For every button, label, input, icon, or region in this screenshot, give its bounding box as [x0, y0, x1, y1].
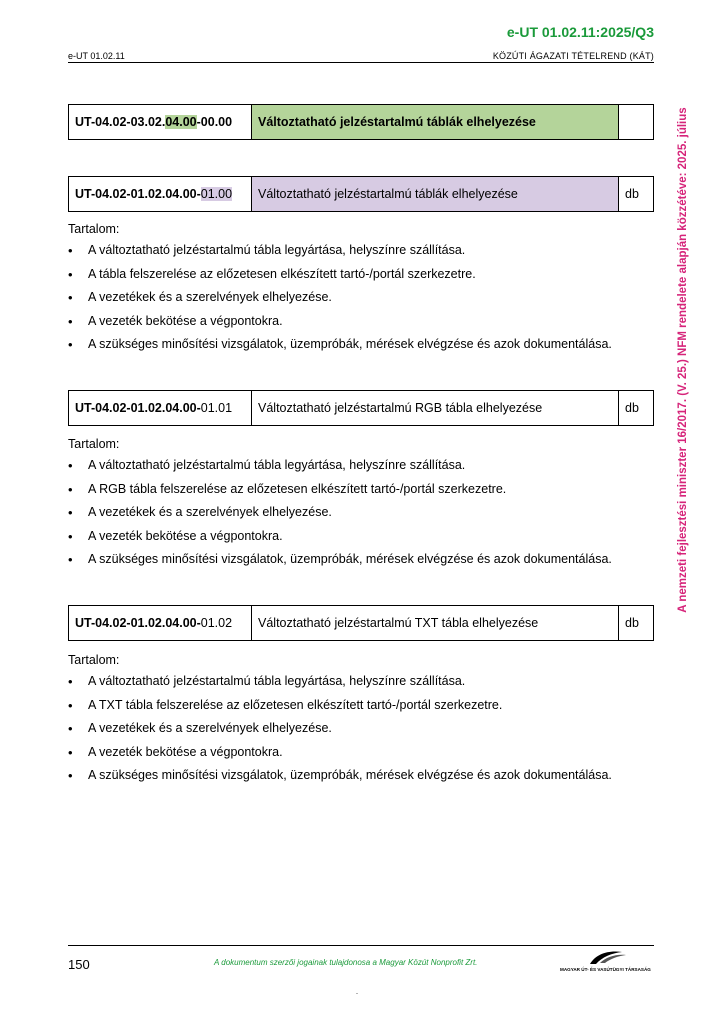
list-item: • A szükséges minősítési vizsgálatok, üzempróbák, mérések elvégzése és azok dokumentálása. [68, 767, 612, 791]
item-code-prefix: UT-04.02-01.02.04.00- [75, 401, 201, 415]
group-unit [619, 105, 654, 140]
swoosh-icon [560, 948, 656, 966]
content-list [68, 457, 612, 575]
doc-id: e-UT 01.02.11:2025/Q3 [506, 24, 654, 40]
item-table [68, 176, 654, 212]
group-table [68, 104, 654, 140]
list-item: • A RGB tábla felszerelése az előzetesen elkészített tartó-/portál szerkezetre. [68, 481, 612, 505]
side-publication-note: A nemzeti fejlesztési miniszter 16/2017. (V. 25.) NFM rendelete alapján közzétéve: 2025. július [677, 107, 689, 613]
list-item: • A szükséges minősítési vizsgálatok, üzempróbák, mérések elvégzése és azok dokumentálása. [68, 336, 612, 360]
list-item: • A szükséges minősítési vizsgálatok, üzempróbák, mérések elvégzése és azok dokumentálása. [68, 551, 612, 575]
group-title: Változtatható jelzéstartalmú táblák elhelyezése [252, 105, 619, 140]
item-code-suffix: 01.02 [200, 616, 233, 630]
item-code [69, 177, 252, 212]
item-code [69, 606, 252, 641]
list-item: • A vezeték bekötése a végpontokra. [68, 313, 612, 337]
item-unit: db [619, 391, 654, 426]
group-code-highlight: 04.00 [165, 115, 197, 129]
list-item: • A vezeték bekötése a végpontokra. [68, 744, 612, 768]
copyright-note: A dokumentum szerzői jogainak tulajdonosa a Magyar Közút Nonprofit Zrt. [214, 958, 478, 967]
footer-rule [68, 945, 654, 946]
header-right: KÖZÚTI ÁGAZATI TÉTELREND (KÁT) [492, 51, 654, 61]
group-code-prefix: UT-04.02-03.02. [75, 115, 166, 129]
list-item: • A vezetékek és a szerelvények elhelyezése. [68, 504, 612, 528]
item-table [68, 390, 654, 426]
item-unit: db [619, 606, 654, 641]
list-item: • A változtatható jelzéstartalmú tábla legyártása, helyszínre szállítása. [68, 457, 612, 481]
content-list [68, 242, 612, 360]
list-item: • A változtatható jelzéstartalmú tábla legyártása, helyszínre szállítása. [68, 673, 612, 697]
content-list [68, 673, 612, 791]
list-item: • A vezetékek és a szerelvények elhelyezése. [68, 720, 612, 744]
header-left: e-UT 01.02.11 [68, 51, 125, 61]
content-label: Tartalom: [68, 653, 120, 667]
item-code [69, 391, 252, 426]
item-table [68, 605, 654, 641]
item-content [68, 437, 612, 575]
item-content [68, 653, 612, 791]
header-rule [68, 62, 654, 63]
society-logo [560, 948, 656, 972]
item-title: Változtatható jelzéstartalmú TXT tábla elhelyezése [252, 606, 619, 641]
list-item: • A tábla felszerelése az előzetesen elkészített tartó-/portál szerkezetre. [68, 266, 612, 290]
page-number: 150 [68, 957, 90, 972]
group-code-suffix: -00.00 [196, 115, 233, 129]
item-code-prefix: UT-04.02-01.02.04.00- [75, 187, 201, 201]
item-code-highlight: 01.00 [200, 187, 233, 201]
list-item: • A vezetékek és a szerelvények elhelyezése. [68, 289, 612, 313]
content-label: Tartalom: [68, 222, 120, 236]
item-content [68, 222, 612, 360]
item-code-prefix: UT-04.02-01.02.04.00- [75, 616, 201, 630]
list-item: • A TXT tábla felszerelése az előzetesen elkészített tartó-/portál szerkezetre. [68, 697, 612, 721]
content-label: Tartalom: [68, 437, 120, 451]
list-item: • A vezeték bekötése a végpontokra. [68, 528, 612, 552]
list-item: • A változtatható jelzéstartalmú tábla legyártása, helyszínre szállítása. [68, 242, 612, 266]
item-title: Változtatható jelzéstartalmú RGB tábla elhelyezése [252, 391, 619, 426]
logo-text: MAGYAR ÚT- ÉS VASÚTÜGYI TÁRSASÁG [560, 967, 651, 972]
stray-dot [356, 993, 358, 994]
item-unit: db [619, 177, 654, 212]
item-title: Változtatható jelzéstartalmú táblák elhelyezése [252, 177, 619, 212]
group-code [69, 105, 252, 140]
item-code-suffix: 01.01 [200, 401, 233, 415]
